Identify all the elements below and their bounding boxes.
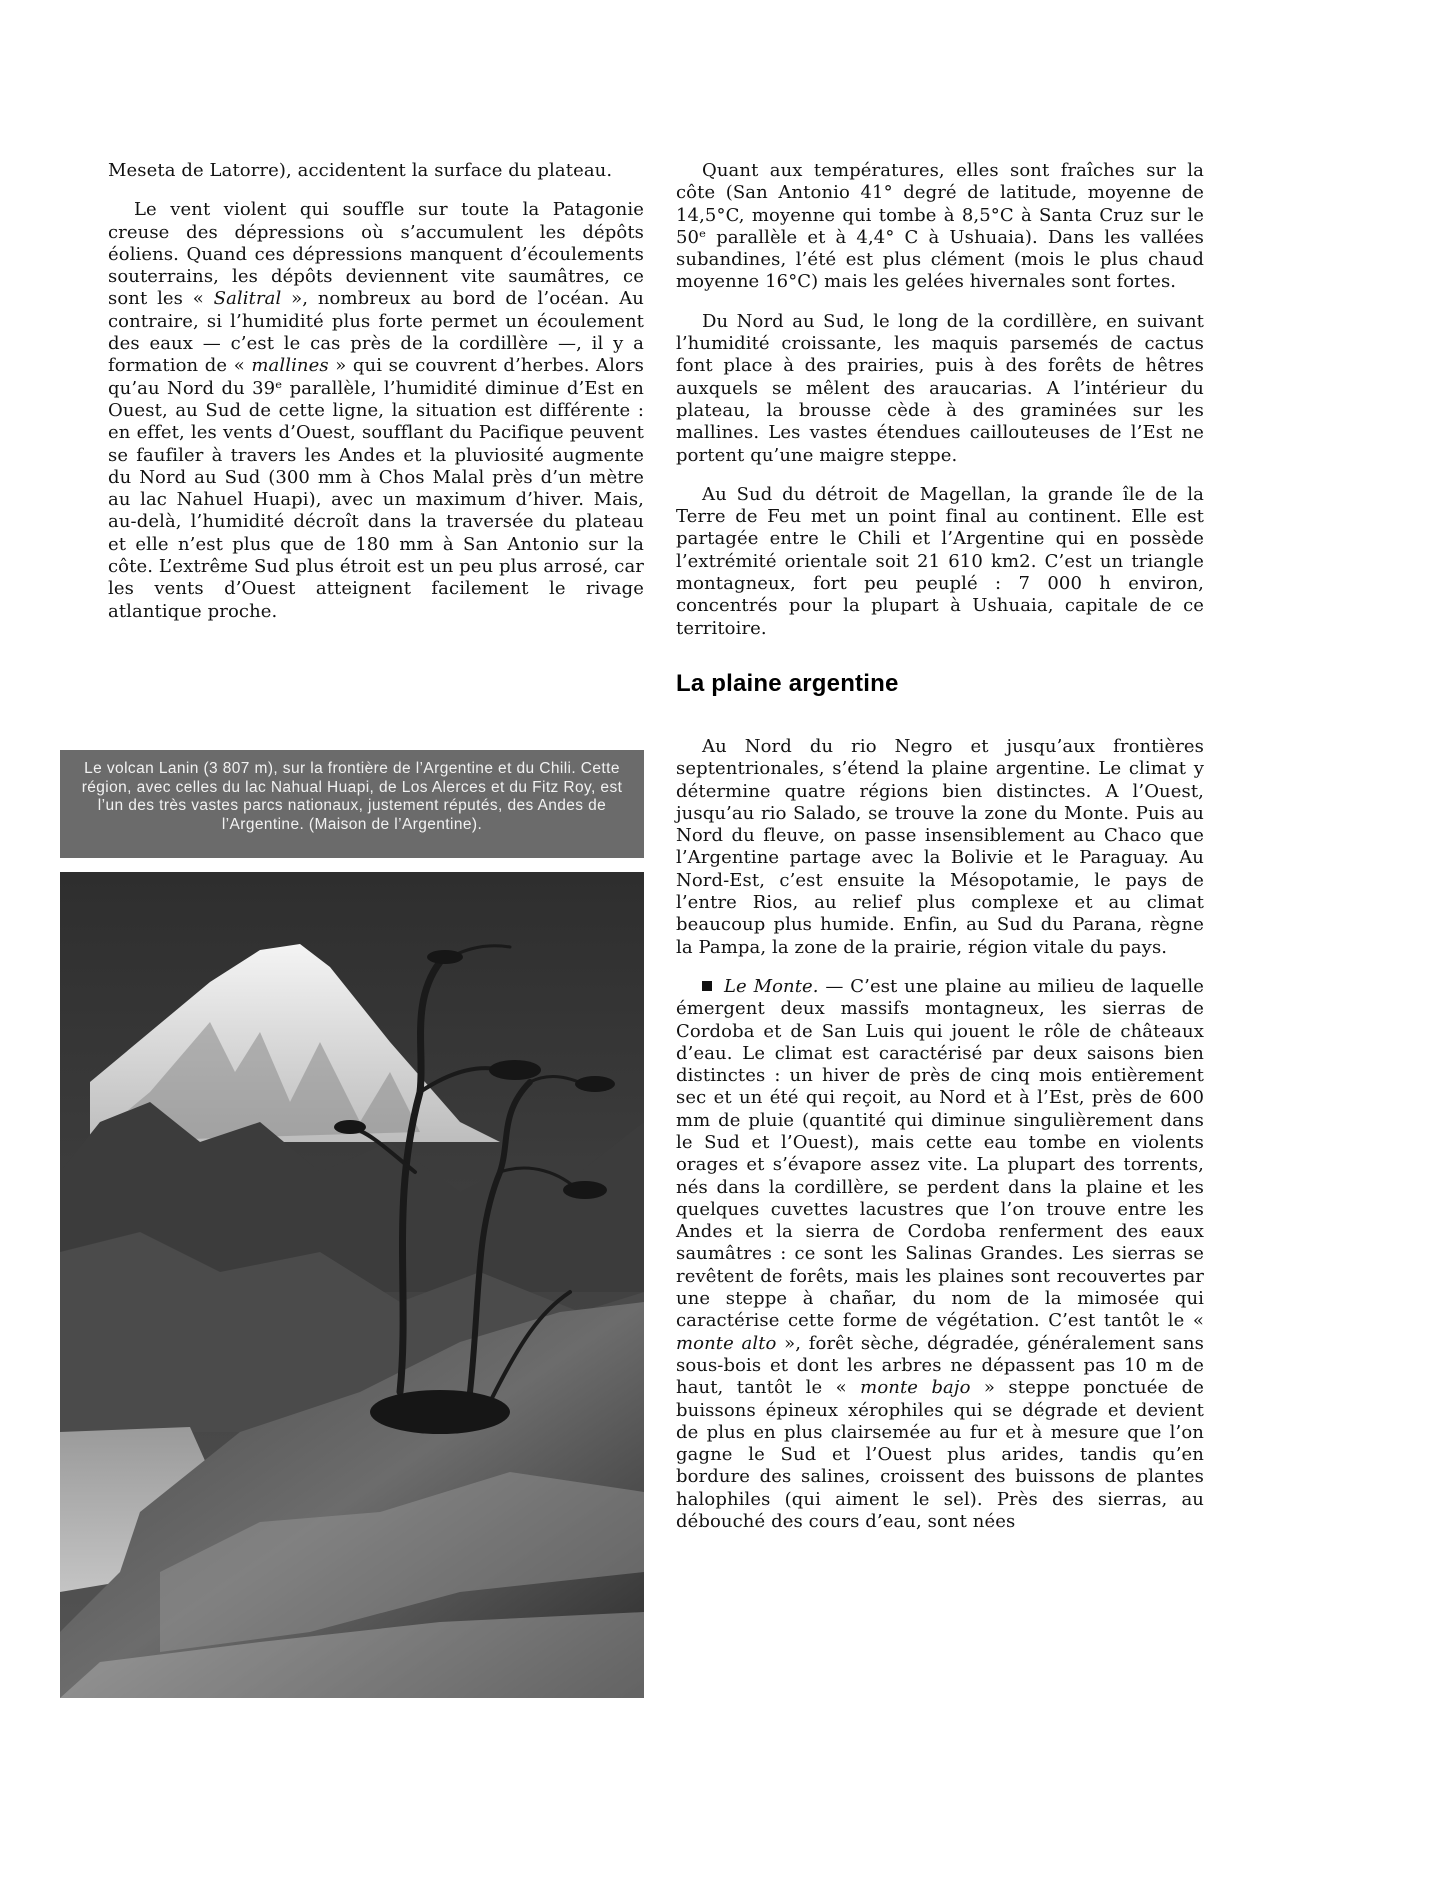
volcano-photo	[60, 872, 644, 1698]
right-column	[676, 160, 1204, 1550]
paragraph-cordillere: Du Nord au Sud, le long de la cordillère, en suivant l’humidité croissante, les maquis parsemés de cactus font place à des prairies, puis à des forêts de hêtres auxquels se mêlent des araucarias. A l’intérieur du plateau, la brousse cède à des graminées sur les mallines. Les vastes étendues caillouteuses de l’Est ne portent qu’une maigre steppe.	[676, 310, 1204, 466]
paragraph-vent	[108, 199, 644, 623]
photo-caption: Le volcan Lanin (3 807 m), sur la frontière de l’Argentine et du Chili. Cette région, avec celles du lac Nahual Huapi, de Los Alerces et du Fitz Roy, est l’un des très vastes parcs nationaux, justement réputés, des Andes de l’Argentine. (Maison de l’Argentine).	[81, 760, 623, 833]
photo-caption-box	[60, 750, 644, 858]
paragraph-terre-de-feu: Au Sud du détroit de Magellan, la grande île de la Terre de Feu met un point final au continent. Elle est partagée entre le Chili et l’Argentine qui en possède l’extrémité orientale soit 21 610 km2. C’est un triangle montagneux, fort peu peuplé : 7 000 h environ, concentrés pour la plupart à Ushuaia, capitale de ce territoire.	[676, 483, 1204, 639]
section-heading: La plaine argentine	[676, 669, 899, 697]
term-mallines: mallines	[251, 355, 329, 377]
term-salitral: Salitral	[213, 288, 282, 310]
paragraph-plaine: Au Nord du rio Negro et jusqu’aux frontières septentrionales, s’étend la plaine argentine. Le climat y détermine quatre régions bien distinctes. A l’Ouest, jusqu’au rio Salado, se trouve la zone du Monte. Puis au Nord du fleuve, on passe insensiblement au Chaco que l’Argentine partage avec la Bolivie et le Paraguay. Au Nord-Est, c’est ensuite la Mésopotamie, le pays de l’entre Rios, au relief plus complexe et au climat beaucoup plus humide. Enfin, au Sud du Parana, règne la Pampa, la zone de la prairie, région vitale du pays.	[676, 735, 1204, 958]
monte-title: Le Monte.	[724, 975, 819, 997]
term-monte-bajo: monte bajo	[860, 1377, 971, 1399]
volcano-landscape-illustration	[60, 872, 644, 1698]
text-run: » qui se couvrent d’herbes. Alors qu’au Nord du 39ᵉ parallèle, l’humidité diminue d’Est en Ouest, au Sud de cette ligne, la situation est différente : en effet, les vents d’Ouest, soufflant du Pacifique peuvent se faufiler à travers les Andes et la pluviosité augmente du Nord au Sud (300 mm à Chos Malal près d’un mètre au lac Nahuel Huapi), avec un maximum d’hiver. Mais, au-delà, l’humidité décroît dans la traversée du plateau et elle n’est plus que de 180 mm à San Antonio sur la côte. L’extrême Sud plus étroit est un peu plus arrosé, car les vents d’Ouest atteignent facilement le rivage atlantique proche.	[108, 355, 644, 622]
left-column	[108, 160, 644, 640]
text-run: Le vent violent qui souffle sur toute la Patagonie creuse des dépressions où s’accumulent les dépôts éoliens. Quand ces dépressions manquent d’écoulements souterrains, les dépôts deviennent vite saumâtres, ce sont les «	[108, 199, 644, 310]
text-run: — C’est une plaine au milieu de laquelle émergent deux massifs montagneux, les sierras de Cordoba et de San Luis qui jouent le rôle de châteaux d’eau. Le climat est caractérisé par deux saisons bien distinctes : un hiver de près de cinq mois entièrement sec et un été qui reçoit, au Nord et à l’Est, près de 600 mm de pluie (quantité qui diminue singulièrement dans le Sud et l’Ouest), mais cette eau tombe en violents orages et s’évapore assez vite. La plupart des torrents, nés dans la cordillère, se perdent dans la plaine et les quelques cuvettes lacustres que l’on trouve entre les Andes et la sierra de Cordoba renferment des eaux saumâtres : ce sont les Salinas Grandes. Les sierras se revêtent de forêts, mais les plaines sont recouvertes par une steppe à chañar, du nom de la mimosée qui caractérise cette forme de végétation. C’est tantôt le «	[676, 975, 1204, 1332]
term-monte-alto: monte alto	[676, 1332, 777, 1354]
text-run: » steppe ponctuée de buissons épineux xérophiles qui se dégrade et devient de plus en plus clairsemée au fur et à mesure que l’on gagne le Sud et l’Ouest plus arides, tandis qu’en bordure des salines, croissent des buissons de plantes halophiles (qui aiment le sel). Près des sierras, au débouché des cours d’eau, sont nées	[676, 1377, 1204, 1533]
text-run: », nombreux au bord de l’océan. Au contraire, si l’humidité plus forte permet un écoulement des eaux — c’est le cas près de la cordillère —, il y a formation de «	[108, 288, 644, 377]
paragraph-monte	[676, 976, 1204, 1533]
paragraph-meseta: Meseta de Latorre), accidentent la surface du plateau.	[108, 160, 613, 181]
paragraph-temperatures: Quant aux températures, elles sont fraîches sur la côte (San Antonio 41° degré de latitude, moyenne de 14,5°C, moyenne qui tombe à 8,5°C à Santa Cruz sur le 50ᵉ parallèle et à 4,4° C à Ushuaia). Dans les vallées subandines, l’été est plus clément (mois le plus chaud moyenne 16°C) mais les gelées hivernales sont fortes.	[676, 160, 1204, 293]
text-run: », forêt sèche, dégradée, généralement sans sous-bois et dont les arbres ne dépassent pas 10 m de haut, tantôt le «	[676, 1332, 1204, 1399]
bullet-square-icon	[702, 981, 712, 991]
